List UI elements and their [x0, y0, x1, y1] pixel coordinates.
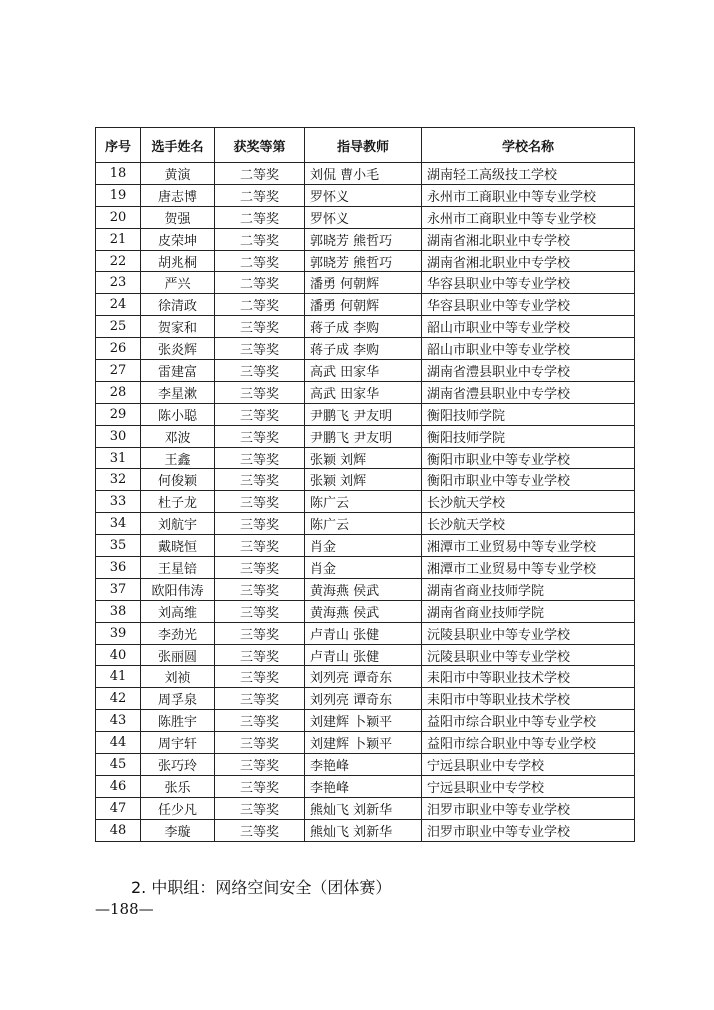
cell-index: 23 — [96, 272, 141, 294]
cell-contestant: 周宇轩 — [141, 732, 215, 754]
cell-instructor: 尹鹏飞 尹友明 — [305, 425, 422, 447]
cell-contestant: 张乐 — [141, 775, 215, 797]
cell-contestant: 贺强 — [141, 206, 215, 228]
cell-award-level: 三等奖 — [215, 732, 305, 754]
cell-award-level: 三等奖 — [215, 338, 305, 360]
table-row — [96, 710, 635, 732]
cell-instructor: 卢青山 张健 — [305, 644, 422, 666]
header-index: 序号 — [96, 128, 141, 163]
table-row — [96, 294, 635, 316]
cell-school: 汨罗市职业中等专业学校 — [422, 819, 635, 841]
cell-contestant: 周孚泉 — [141, 688, 215, 710]
cell-contestant: 李璇 — [141, 819, 215, 841]
table-row — [96, 491, 635, 513]
table-row — [96, 775, 635, 797]
cell-school: 宁远县职业中专学校 — [422, 754, 635, 776]
cell-instructor: 潘勇 何朝辉 — [305, 272, 422, 294]
cell-school: 衡阳市职业中等专业学校 — [422, 469, 635, 491]
cell-award-level: 三等奖 — [215, 797, 305, 819]
table-row — [96, 513, 635, 535]
table-row — [96, 316, 635, 338]
cell-index: 43 — [96, 710, 141, 732]
cell-instructor: 卢青山 张健 — [305, 622, 422, 644]
cell-index: 44 — [96, 732, 141, 754]
cell-award-level: 二等奖 — [215, 184, 305, 206]
cell-award-level: 三等奖 — [215, 622, 305, 644]
cell-award-level: 三等奖 — [215, 775, 305, 797]
table-row — [96, 819, 635, 841]
cell-award-level: 二等奖 — [215, 228, 305, 250]
header-instructor: 指导教师 — [305, 128, 422, 163]
cell-contestant: 李星漱 — [141, 381, 215, 403]
cell-contestant: 贺家和 — [141, 316, 215, 338]
cell-contestant: 皮荣坤 — [141, 228, 215, 250]
cell-school: 沅陵县职业中等专业学校 — [422, 622, 635, 644]
cell-school: 华容县职业中等专业学校 — [422, 272, 635, 294]
cell-school: 衡阳技师学院 — [422, 425, 635, 447]
cell-award-level: 三等奖 — [215, 469, 305, 491]
cell-school: 韶山市职业中等专业学校 — [422, 316, 635, 338]
cell-contestant: 邓波 — [141, 425, 215, 447]
cell-contestant: 王星锫 — [141, 557, 215, 579]
cell-contestant: 王鑫 — [141, 447, 215, 469]
cell-instructor: 陈广云 — [305, 513, 422, 535]
table-row — [96, 754, 635, 776]
cell-school: 永州市工商职业中等专业学校 — [422, 206, 635, 228]
cell-award-level: 三等奖 — [215, 754, 305, 776]
table-row — [96, 600, 635, 622]
cell-index: 30 — [96, 425, 141, 447]
cell-award-level: 三等奖 — [215, 644, 305, 666]
cell-award-level: 二等奖 — [215, 206, 305, 228]
cell-school: 湖南轻工高级技工学校 — [422, 163, 635, 185]
cell-contestant: 胡兆桐 — [141, 250, 215, 272]
cell-index: 47 — [96, 797, 141, 819]
cell-school: 耒阳市中等职业技术学校 — [422, 666, 635, 688]
cell-award-level: 三等奖 — [215, 425, 305, 447]
cell-contestant: 刘高维 — [141, 600, 215, 622]
cell-school: 湖南省商业技师学院 — [422, 578, 635, 600]
cell-school: 耒阳市中等职业技术学校 — [422, 688, 635, 710]
cell-instructor: 熊灿飞 刘新华 — [305, 797, 422, 819]
cell-index: 33 — [96, 491, 141, 513]
table-row — [96, 425, 635, 447]
header-award-level: 获奖等第 — [215, 128, 305, 163]
cell-award-level: 三等奖 — [215, 666, 305, 688]
cell-contestant: 陈小聪 — [141, 403, 215, 425]
table-row — [96, 403, 635, 425]
cell-index: 18 — [96, 163, 141, 185]
table-row — [96, 206, 635, 228]
cell-instructor: 刘列亮 谭奇东 — [305, 666, 422, 688]
cell-award-level: 三等奖 — [215, 381, 305, 403]
cell-index: 40 — [96, 644, 141, 666]
table-row — [96, 447, 635, 469]
cell-award-level: 三等奖 — [215, 403, 305, 425]
cell-award-level: 三等奖 — [215, 688, 305, 710]
cell-index: 36 — [96, 557, 141, 579]
cell-index: 34 — [96, 513, 141, 535]
table-row — [96, 688, 635, 710]
table-row — [96, 622, 635, 644]
cell-instructor: 肖金 — [305, 557, 422, 579]
cell-instructor: 肖金 — [305, 535, 422, 557]
cell-index: 46 — [96, 775, 141, 797]
cell-award-level: 三等奖 — [215, 710, 305, 732]
header-contestant: 选手姓名 — [141, 128, 215, 163]
cell-contestant: 陈胜宇 — [141, 710, 215, 732]
cell-award-level: 三等奖 — [215, 316, 305, 338]
cell-award-level: 三等奖 — [215, 360, 305, 382]
cell-school: 宁远县职业中专学校 — [422, 775, 635, 797]
cell-instructor: 刘列亮 谭奇东 — [305, 688, 422, 710]
section-heading: 2. 中职组：网络空间安全（团体赛） — [131, 878, 392, 897]
cell-contestant: 张丽圆 — [141, 644, 215, 666]
cell-instructor: 郭晓芳 熊哲巧 — [305, 228, 422, 250]
cell-instructor: 刘建辉 卜颖平 — [305, 732, 422, 754]
cell-contestant: 欧阳伟涛 — [141, 578, 215, 600]
cell-school: 汨罗市职业中等专业学校 — [422, 797, 635, 819]
cell-index: 45 — [96, 754, 141, 776]
table-row — [96, 557, 635, 579]
table-row — [96, 469, 635, 491]
table-row — [96, 797, 635, 819]
cell-award-level: 二等奖 — [215, 272, 305, 294]
cell-award-level: 三等奖 — [215, 447, 305, 469]
cell-school: 衡阳市职业中等专业学校 — [422, 447, 635, 469]
cell-school: 湖南省湘北职业中专学校 — [422, 250, 635, 272]
table-header — [96, 128, 635, 163]
cell-award-level: 三等奖 — [215, 557, 305, 579]
cell-instructor: 罗怀义 — [305, 184, 422, 206]
cell-contestant: 唐志博 — [141, 184, 215, 206]
cell-contestant: 刘航宇 — [141, 513, 215, 535]
cell-award-level: 二等奖 — [215, 163, 305, 185]
cell-contestant: 张炎辉 — [141, 338, 215, 360]
cell-school: 湖南省商业技师学院 — [422, 600, 635, 622]
cell-index: 31 — [96, 447, 141, 469]
cell-instructor: 陈广云 — [305, 491, 422, 513]
cell-contestant: 李劲光 — [141, 622, 215, 644]
cell-contestant: 刘祯 — [141, 666, 215, 688]
cell-index: 29 — [96, 403, 141, 425]
cell-contestant: 黄演 — [141, 163, 215, 185]
awards-table — [95, 127, 635, 842]
cell-index: 38 — [96, 600, 141, 622]
cell-award-level: 三等奖 — [215, 513, 305, 535]
cell-index: 48 — [96, 819, 141, 841]
table-row — [96, 381, 635, 403]
cell-instructor: 刘建辉 卜颖平 — [305, 710, 422, 732]
cell-contestant: 何俊颖 — [141, 469, 215, 491]
cell-instructor: 尹鹏飞 尹友明 — [305, 403, 422, 425]
cell-award-level: 三等奖 — [215, 600, 305, 622]
table-body — [96, 163, 635, 842]
page-number: —188— — [95, 900, 154, 918]
table-row — [96, 732, 635, 754]
cell-index: 22 — [96, 250, 141, 272]
cell-instructor: 高武 田家华 — [305, 360, 422, 382]
cell-index: 35 — [96, 535, 141, 557]
cell-index: 19 — [96, 184, 141, 206]
cell-school: 永州市工商职业中等专业学校 — [422, 184, 635, 206]
cell-instructor: 蒋子成 李购 — [305, 338, 422, 360]
cell-school: 华容县职业中等专业学校 — [422, 294, 635, 316]
cell-school: 沅陵县职业中等专业学校 — [422, 644, 635, 666]
cell-contestant: 严兴 — [141, 272, 215, 294]
cell-school: 衡阳技师学院 — [422, 403, 635, 425]
cell-award-level: 三等奖 — [215, 578, 305, 600]
cell-index: 41 — [96, 666, 141, 688]
cell-instructor: 黄海燕 侯武 — [305, 600, 422, 622]
cell-instructor: 蒋子成 李购 — [305, 316, 422, 338]
cell-index: 26 — [96, 338, 141, 360]
header-row — [96, 128, 635, 163]
cell-contestant: 戴晓恒 — [141, 535, 215, 557]
cell-award-level: 三等奖 — [215, 819, 305, 841]
cell-award-level: 三等奖 — [215, 535, 305, 557]
table-row — [96, 272, 635, 294]
cell-instructor: 熊灿飞 刘新华 — [305, 819, 422, 841]
cell-index: 20 — [96, 206, 141, 228]
cell-contestant: 张巧玲 — [141, 754, 215, 776]
table-row — [96, 360, 635, 382]
cell-award-level: 三等奖 — [215, 491, 305, 513]
table-row — [96, 338, 635, 360]
cell-instructor: 黄海燕 侯武 — [305, 578, 422, 600]
cell-instructor: 郭晓芳 熊哲巧 — [305, 250, 422, 272]
cell-school: 长沙航天学校 — [422, 491, 635, 513]
cell-instructor: 高武 田家华 — [305, 381, 422, 403]
table-row — [96, 578, 635, 600]
table-row — [96, 535, 635, 557]
table-row — [96, 228, 635, 250]
cell-index: 42 — [96, 688, 141, 710]
cell-school: 湘潭市工业贸易中等专业学校 — [422, 535, 635, 557]
cell-contestant: 杜子龙 — [141, 491, 215, 513]
cell-index: 32 — [96, 469, 141, 491]
table-row — [96, 163, 635, 185]
cell-index: 24 — [96, 294, 141, 316]
cell-instructor: 罗怀义 — [305, 206, 422, 228]
cell-instructor: 李艳峰 — [305, 754, 422, 776]
cell-school: 韶山市职业中等专业学校 — [422, 338, 635, 360]
cell-instructor: 潘勇 何朝辉 — [305, 294, 422, 316]
cell-school: 湖南省湘北职业中专学校 — [422, 228, 635, 250]
cell-instructor: 李艳峰 — [305, 775, 422, 797]
header-school: 学校名称 — [422, 128, 635, 163]
cell-school: 湘潭市工业贸易中等专业学校 — [422, 557, 635, 579]
cell-index: 27 — [96, 360, 141, 382]
cell-index: 37 — [96, 578, 141, 600]
cell-school: 益阳市综合职业中等专业学校 — [422, 732, 635, 754]
cell-contestant: 徐清政 — [141, 294, 215, 316]
table-row — [96, 644, 635, 666]
cell-contestant: 雷建富 — [141, 360, 215, 382]
cell-instructor: 张颖 刘辉 — [305, 447, 422, 469]
cell-award-level: 二等奖 — [215, 250, 305, 272]
table-row — [96, 666, 635, 688]
cell-instructor: 张颖 刘辉 — [305, 469, 422, 491]
table-row — [96, 184, 635, 206]
cell-school: 长沙航天学校 — [422, 513, 635, 535]
cell-instructor: 刘侃 曹小毛 — [305, 163, 422, 185]
cell-school: 益阳市综合职业中等专业学校 — [422, 710, 635, 732]
cell-index: 28 — [96, 381, 141, 403]
cell-award-level: 二等奖 — [215, 294, 305, 316]
cell-school: 湖南省澧县职业中专学校 — [422, 381, 635, 403]
cell-contestant: 任少凡 — [141, 797, 215, 819]
table-row — [96, 250, 635, 272]
cell-index: 21 — [96, 228, 141, 250]
cell-index: 39 — [96, 622, 141, 644]
cell-index: 25 — [96, 316, 141, 338]
cell-school: 湖南省澧县职业中专学校 — [422, 360, 635, 382]
